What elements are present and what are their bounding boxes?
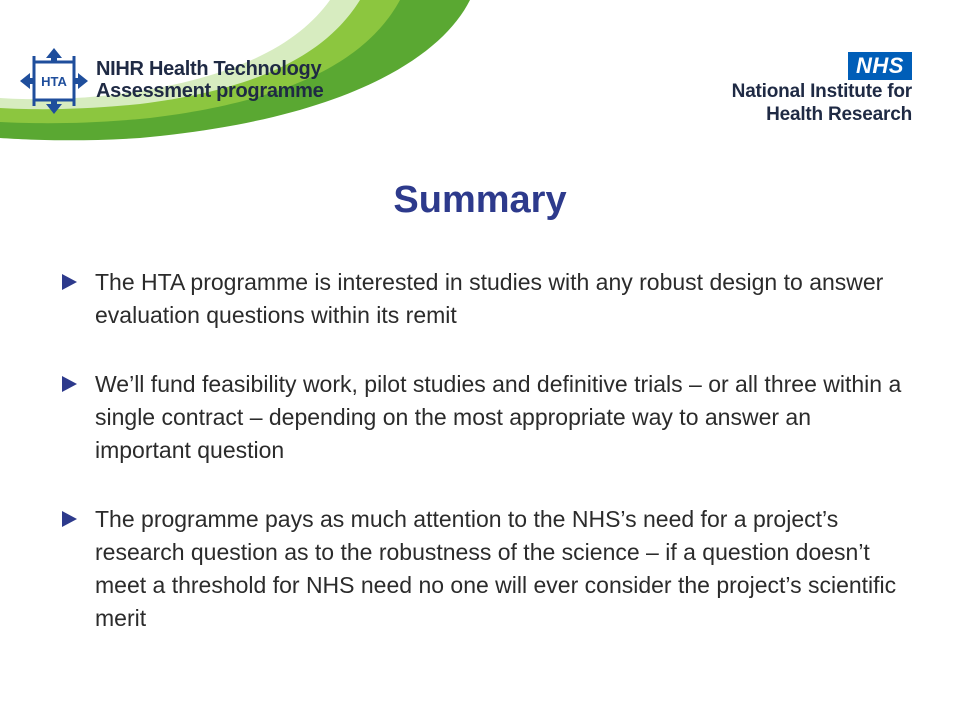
right-triangle-icon <box>62 274 77 290</box>
right-triangle-icon <box>62 376 77 392</box>
hta-logo-line2: Assessment programme <box>96 80 324 102</box>
right-triangle-icon <box>62 511 77 527</box>
bullet-text: We’ll fund feasibility work, pilot studies and definitive trials – or all three within a single contract – depending on the most appropriate way to answer an important question <box>95 371 902 463</box>
bullet-text: The programme pays as much attention to the NHS’s need for a project’s research question as to the robustness of the science – if a question doesn’t meet a threshold for NHS need no one will ever consider the project’s scientific merit <box>95 506 897 631</box>
bullet-item <box>60 266 910 332</box>
hta-mark-text: HTA <box>41 74 67 89</box>
hta-logo <box>18 46 348 116</box>
bullet-list <box>60 266 910 671</box>
slide-title: Summary <box>393 179 567 221</box>
bullet-item <box>60 503 910 635</box>
hta-arrows-icon <box>18 46 90 116</box>
nihr-logo <box>672 50 912 130</box>
nihr-logo-line1: National Institute for <box>731 81 912 102</box>
bullet-item <box>60 368 910 467</box>
bullet-text: The HTA programme is interested in studies with any robust design to answer evaluation questions within its remit <box>95 269 884 328</box>
hta-logo-text <box>96 58 323 102</box>
nihr-logo-text <box>732 80 912 126</box>
nhs-badge: NHS <box>848 52 912 80</box>
nihr-logo-line2: Health Research <box>766 104 912 125</box>
hta-logo-line1: NIHR Health Technology <box>96 58 322 80</box>
